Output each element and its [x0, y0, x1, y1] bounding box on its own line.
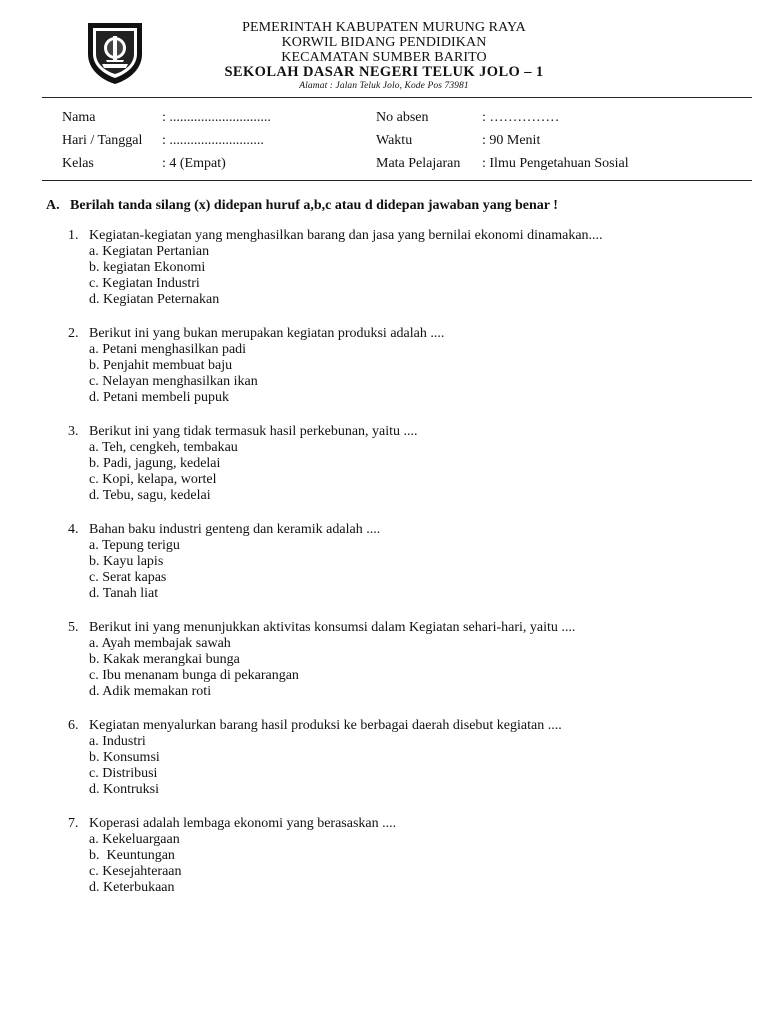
answer-option[interactable]: a. Petani menghasilkan padi: [89, 342, 247, 357]
question-text: Bahan baku industri genteng dan keramik adalah ....: [89, 522, 381, 537]
answer-option[interactable]: b. Keuntungan: [89, 848, 175, 863]
answer-option[interactable]: b. Penjahit membuat baju: [89, 358, 233, 373]
answer-option[interactable]: a. Industri: [89, 734, 146, 749]
info-label-waktu: Waktu: [376, 133, 413, 148]
letterhead: [150, 20, 618, 92]
question-item: [68, 326, 748, 406]
header-address: Alamat : Jalan Teluk Jolo, Kode Pos 73981: [299, 81, 469, 91]
question-item: [68, 620, 748, 700]
answer-option[interactable]: b. kegiatan Ekonomi: [89, 260, 206, 275]
info-label-no-absen: No absen: [376, 110, 429, 125]
question-item: [68, 718, 748, 798]
question-item: [68, 816, 748, 896]
answer-options: [68, 440, 748, 504]
question-number: 3.: [68, 424, 79, 439]
question-stem: [68, 718, 748, 734]
answer-options: [68, 538, 748, 602]
question-text: Berikut ini yang menunjukkan aktivitas konsumsi dalam Kegiatan sehari-hari, yaitu ....: [89, 620, 576, 635]
answer-option[interactable]: c. Kesejahteraan: [89, 864, 182, 879]
info-label-mata-pelajaran: Mata Pelajaran: [376, 156, 461, 171]
question-number: 7.: [68, 816, 79, 831]
question-text: Kegiatan menyalurkan barang hasil produksi ke berbagai daerah disebut kegiatan ....: [89, 718, 562, 733]
answer-option[interactable]: d. Adik memakan roti: [89, 684, 212, 699]
answer-option[interactable]: c. Nelayan menghasilkan ikan: [89, 374, 258, 389]
answer-options: [68, 342, 748, 406]
info-divider: [42, 180, 752, 181]
question-number: 5.: [68, 620, 79, 635]
answer-option[interactable]: c. Distribusi: [89, 766, 158, 781]
question-stem: [68, 816, 748, 832]
answer-option[interactable]: c. Serat kapas: [89, 570, 167, 585]
answer-option[interactable]: a. Kekeluargaan: [89, 832, 180, 847]
info-value-nama: : .............................: [162, 110, 271, 125]
question-item: [68, 424, 748, 504]
answer-options: [68, 244, 748, 308]
answer-option[interactable]: c. Kopi, kelapa, wortel: [89, 472, 217, 487]
answer-option[interactable]: a. Teh, cengkeh, tembakau: [89, 440, 238, 455]
info-label-kelas: Kelas: [62, 156, 94, 171]
answer-option[interactable]: a. Tepung terigu: [89, 538, 180, 553]
info-value-no-absen: : ……………: [482, 110, 560, 125]
question-stem: [68, 522, 748, 538]
question-number: 1.: [68, 228, 79, 243]
info-value-hari-tanggal: : ...........................: [162, 133, 264, 148]
question-item: [68, 228, 748, 308]
info-value-kelas: : 4 (Empat): [162, 156, 226, 171]
answer-option[interactable]: b. Padi, jagung, kedelai: [89, 456, 221, 471]
answer-option[interactable]: a. Ayah membajak sawah: [89, 636, 231, 651]
section-letter: A.: [46, 198, 60, 213]
question-text: Kegiatan-kegiatan yang menghasilkan barang dan jasa yang bernilai ekonomi dinamakan....: [89, 228, 603, 243]
answer-option[interactable]: b. Kayu lapis: [89, 554, 164, 569]
answer-options: [68, 734, 748, 798]
question-stem: [68, 424, 748, 440]
answer-option[interactable]: d. Kontruksi: [89, 782, 159, 797]
question-text: Koperasi adalah lembaga ekonomi yang berasaskan ....: [89, 816, 397, 831]
info-label-nama: Nama: [62, 110, 96, 125]
section-a-instruction: [46, 198, 558, 214]
header-korwil: KORWIL BIDANG PENDIDIKAN: [281, 35, 487, 50]
question-number: 6.: [68, 718, 79, 733]
answer-option[interactable]: d. Keterbukaan: [89, 880, 175, 895]
answer-option[interactable]: b. Kakak merangkai bunga: [89, 652, 240, 667]
letterhead-divider: [42, 97, 752, 98]
question-stem: [68, 326, 748, 342]
header-kecamatan: KECAMATAN SUMBER BARITO: [281, 50, 487, 65]
answer-option[interactable]: a. Kegiatan Pertanian: [89, 244, 210, 259]
info-value-waktu: : 90 Menit: [482, 133, 541, 148]
question-list: [68, 228, 748, 914]
answer-option[interactable]: c. Kegiatan Industri: [89, 276, 200, 291]
question-text: Berikut ini yang bukan merupakan kegiatan produksi adalah ....: [89, 326, 445, 341]
section-instruction-text: Berilah tanda silang (x) didepan huruf a,b,c atau d didepan jawaban yang benar !: [70, 198, 558, 213]
regency-shield-emblem-icon: [82, 20, 148, 86]
answer-option[interactable]: d. Kegiatan Peternakan: [89, 292, 220, 307]
info-label-hari-tanggal: Hari / Tanggal: [62, 133, 143, 148]
answer-options: [68, 636, 748, 700]
answer-option[interactable]: c. Ibu menanam bunga di pekarangan: [89, 668, 299, 683]
question-number: 2.: [68, 326, 79, 341]
question-text: Berikut ini yang tidak termasuk hasil perkebunan, yaitu ....: [89, 424, 418, 439]
question-item: [68, 522, 748, 602]
question-number: 4.: [68, 522, 79, 537]
question-stem: [68, 620, 748, 636]
answer-option[interactable]: d. Petani membeli pupuk: [89, 390, 229, 405]
header-school-name: SEKOLAH DASAR NEGERI TELUK JOLO – 1: [224, 64, 544, 80]
answer-option[interactable]: b. Konsumsi: [89, 750, 160, 765]
info-value-mata-pelajaran: : Ilmu Pengetahuan Sosial: [482, 156, 629, 171]
answer-options: [68, 832, 748, 896]
question-stem: [68, 228, 748, 244]
answer-option[interactable]: d. Tanah liat: [89, 586, 159, 601]
header-government: PEMERINTAH KABUPATEN MURUNG RAYA: [242, 20, 526, 35]
answer-option[interactable]: d. Tebu, sagu, kedelai: [89, 488, 211, 503]
